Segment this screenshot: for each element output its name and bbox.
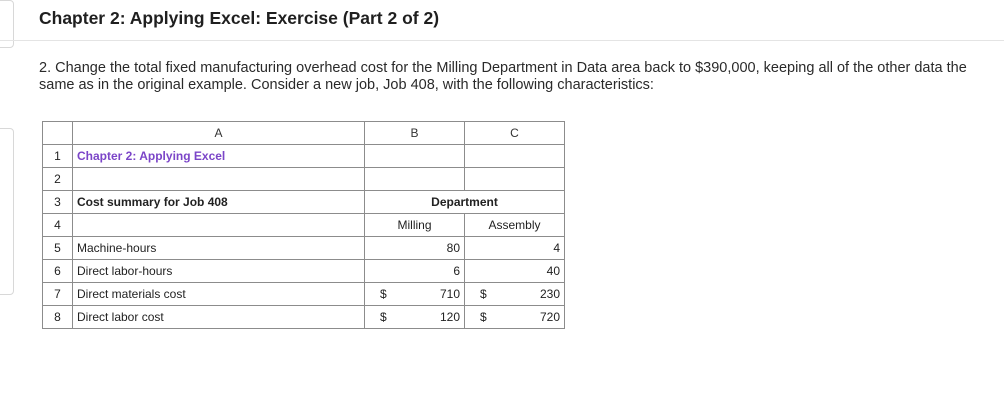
cell-b2 <box>365 168 465 191</box>
cell-c2 <box>465 168 565 191</box>
page-title: Chapter 2: Applying Excel: Exercise (Part 2 of 2) <box>39 8 440 28</box>
table-row <box>43 214 565 237</box>
table-row <box>43 260 565 283</box>
row-number: 1 <box>43 145 73 168</box>
column-header-b: B <box>365 122 465 145</box>
assembly-value: 4 <box>465 237 565 260</box>
row-number: 2 <box>43 168 73 191</box>
assembly-cost-cell <box>465 306 565 329</box>
row-number: 5 <box>43 237 73 260</box>
row-label: Direct labor cost <box>73 306 365 329</box>
cell-c1 <box>465 145 565 168</box>
assembly-cost-cell <box>465 283 565 306</box>
cell-a3: Cost summary for Job 408 <box>73 191 365 214</box>
table-row <box>43 191 565 214</box>
table-row <box>43 168 565 191</box>
table-row <box>43 306 565 329</box>
column-header-row <box>43 122 565 145</box>
milling-value: 710 <box>439 287 460 301</box>
cell-a4 <box>73 214 365 237</box>
milling-value: 6 <box>365 260 465 283</box>
assembly-header: Assembly <box>465 214 565 237</box>
left-edge-tab[interactable] <box>0 128 14 295</box>
row-number: 6 <box>43 260 73 283</box>
milling-value: 80 <box>365 237 465 260</box>
currency-symbol: $ <box>380 310 387 324</box>
assembly-value: 40 <box>465 260 565 283</box>
divider <box>0 40 1004 41</box>
currency-symbol: $ <box>480 310 487 324</box>
table-row <box>43 145 565 168</box>
question-text: 2. Change the total fixed manufacturing overhead cost for the Milling Department in Data area back to $390,000, keeping all of the other data the same as in the original example. Consider a new job, Job 408, with the following characteristics: <box>39 60 967 93</box>
row-label: Direct materials cost <box>73 283 365 306</box>
table-row <box>43 237 565 260</box>
row-number: 4 <box>43 214 73 237</box>
spreadsheet-table <box>42 121 565 329</box>
row-number: 7 <box>43 283 73 306</box>
row-label: Direct labor-hours <box>73 260 365 283</box>
cell-b1 <box>365 145 465 168</box>
milling-cost-cell <box>365 283 465 306</box>
row-number: 8 <box>43 306 73 329</box>
table-row <box>43 283 565 306</box>
department-header: Department <box>365 191 565 214</box>
row-label: Machine-hours <box>73 237 365 260</box>
assembly-value: 230 <box>539 287 560 301</box>
milling-cost-cell <box>365 306 465 329</box>
milling-header: Milling <box>365 214 465 237</box>
column-header-c: C <box>465 122 565 145</box>
row-number: 3 <box>43 191 73 214</box>
currency-symbol: $ <box>380 287 387 301</box>
assembly-value: 720 <box>539 310 560 324</box>
milling-value: 120 <box>439 310 460 324</box>
column-header-a: A <box>73 122 365 145</box>
cell-a1: Chapter 2: Applying Excel <box>73 145 365 168</box>
cell-a2 <box>73 168 365 191</box>
currency-symbol: $ <box>480 287 487 301</box>
corner-cell <box>43 122 73 145</box>
